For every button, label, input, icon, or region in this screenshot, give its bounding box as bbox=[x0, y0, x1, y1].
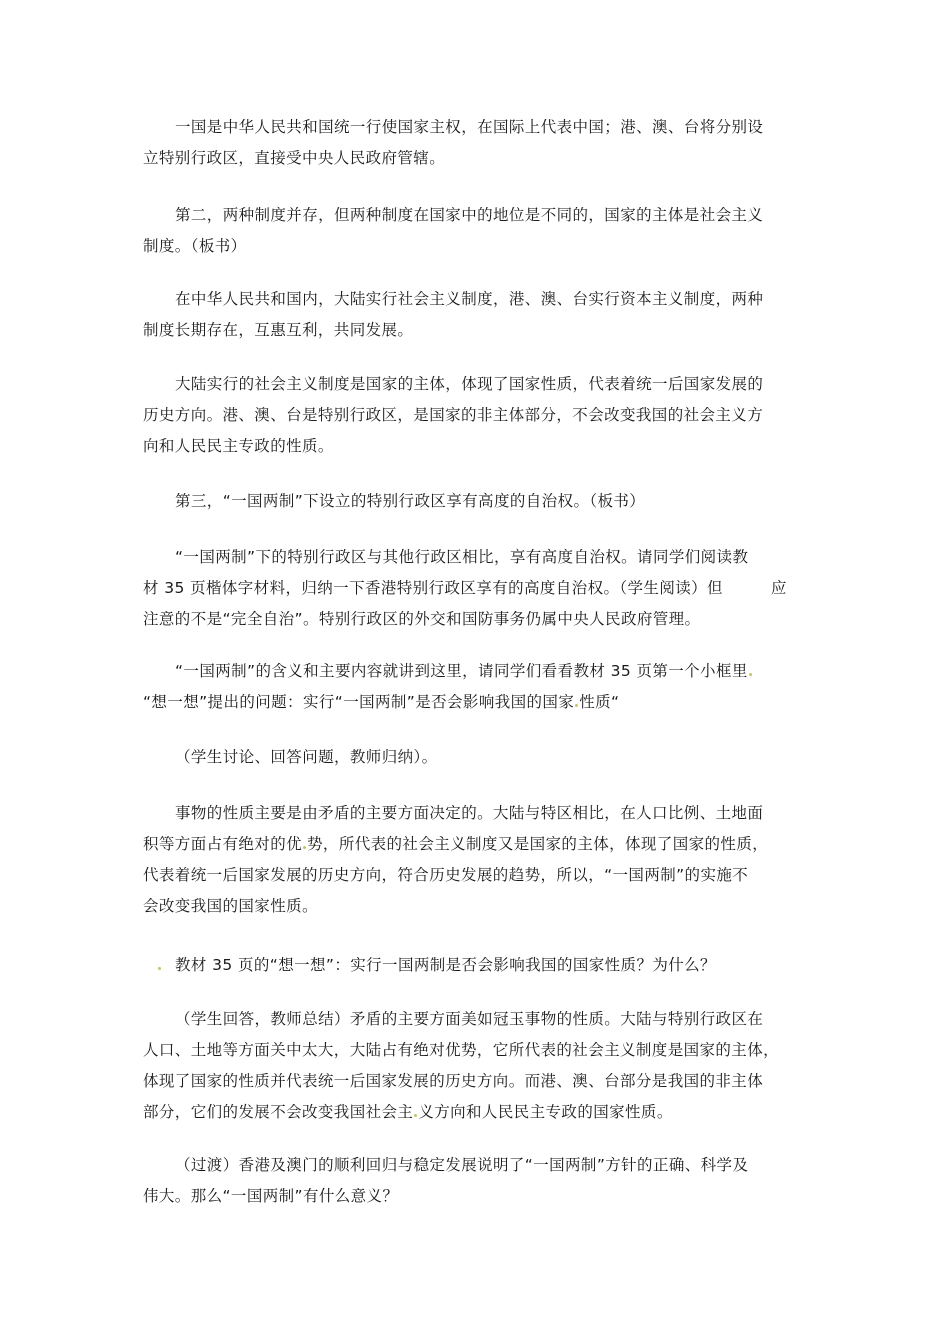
text-line: 人口、土地等方面关中太大，大陆占有绝对优势，它所代表的社会主义制度是国家的主体， bbox=[143, 1041, 780, 1059]
text-line: 会改变我国的国家性质。 bbox=[143, 897, 318, 915]
marker-dot-icon bbox=[303, 846, 306, 849]
paragraph-high-autonomy bbox=[143, 542, 787, 635]
paragraph-mainland-systems bbox=[143, 284, 763, 346]
text-line bbox=[143, 573, 787, 604]
paragraph-socialist-main-body bbox=[143, 369, 763, 462]
paragraph-think-question bbox=[143, 656, 753, 718]
text-segment: “一国两制”的含义和主要内容就讲到这里，请同学们看看教材 35 页第一个小框里 bbox=[175, 662, 748, 680]
text-line bbox=[143, 950, 716, 981]
text-line bbox=[143, 1097, 779, 1128]
text-segment: 义方向和人民民主专政的国家性质。 bbox=[418, 1103, 673, 1121]
text-line: 一国是中华人民共和国统一行使国家主权，在国际上代表中国；港、澳、台将分别设 bbox=[175, 118, 764, 136]
text-line: 体现了国家的性质并代表统一后国家发展的历史方向。而港、澳、台部分是我国的非主体 bbox=[143, 1072, 764, 1090]
text-line: 伟大。那么“一国两制”有什么意义？ bbox=[143, 1187, 399, 1205]
text-segment: 应 bbox=[770, 579, 787, 597]
text-line: 在中华人民共和国内，大陆实行社会主义制度，港、澳、台实行资本主义制度，两种 bbox=[175, 290, 764, 308]
text-segment: “想一想”提出的问题：实行“一国两制”是否会影响我国的国家 bbox=[143, 693, 575, 711]
text-line: （学生讨论、回答问题，教师归纳）。 bbox=[175, 748, 438, 766]
marker-dot-icon bbox=[158, 967, 161, 970]
text-line: 立特别行政区，直接受中央人民政府管辖。 bbox=[143, 149, 446, 167]
text-line: 制度。（板书） bbox=[143, 237, 247, 255]
marker-dot-icon bbox=[414, 1114, 417, 1117]
marker-dot-icon bbox=[749, 673, 752, 676]
paragraph-textbook-question bbox=[143, 950, 716, 981]
text-line: 代表着统一后国家发展的历史方向，符合历史发展的趋势，所以，“一国两制”的实施不 bbox=[143, 866, 749, 884]
paragraph-one-country bbox=[143, 112, 763, 174]
text-segment: 势，所代表的社会主义制度又是国家的主体，体现了国家的性质， bbox=[307, 835, 769, 853]
paragraph-nature-of-things bbox=[143, 798, 768, 922]
paragraph-transition bbox=[143, 1150, 748, 1212]
text-line: 第二，两种制度并存，但两种制度在国家中的地位是不同的，国家的主体是社会主义 bbox=[175, 206, 764, 224]
paragraph-teacher-summary bbox=[143, 1004, 779, 1128]
text-line bbox=[143, 656, 753, 687]
text-line bbox=[143, 829, 768, 860]
marker-dot-icon bbox=[575, 704, 578, 707]
text-segment: 积等方面占有绝对的优 bbox=[143, 835, 303, 853]
text-segment: 材 35 页楷体字材料，归纳一下香港特别行政区享有的高度自治权。（学生阅读）但 bbox=[143, 579, 723, 597]
text-line: 第三，“一国两制”下设立的特别行政区享有高度的自治权。（板书） bbox=[175, 492, 646, 510]
text-line: 制度长期存在，互惠互利，共同发展。 bbox=[143, 321, 414, 339]
text-segment: 性质“ bbox=[579, 693, 620, 711]
text-line bbox=[143, 687, 753, 718]
text-line: 注意的不是“完全自治”。特别行政区的外交和国防事务仍属中央人民政府管理。 bbox=[143, 610, 701, 628]
text-segment: 教材 35 页的“想一想”：实行一国两制是否会影响我国的国家性质？为什么？ bbox=[175, 956, 716, 974]
text-line: （学生回答，教师总结）矛盾的主要方面美如冠玉事物的性质。大陆与特别行政区在 bbox=[175, 1010, 764, 1028]
text-line: 向和人民民主专政的性质。 bbox=[143, 437, 334, 455]
text-line: “一国两制”下的特别行政区与其他行政区相比，享有高度自治权。请同学们阅读教 bbox=[175, 548, 749, 566]
text-line: 大陆实行的社会主义制度是国家的主体，体现了国家性质，代表着统一后国家发展的 bbox=[175, 375, 764, 393]
paragraph-third-autonomy bbox=[143, 486, 645, 517]
text-line: （过渡）香港及澳门的顺利回归与稳定发展说明了“一国两制”方针的正确、科学及 bbox=[175, 1156, 749, 1174]
paragraph-two-systems bbox=[143, 200, 763, 262]
text-line: 事物的性质主要是由矛盾的主要方面决定的。大陆与特区相比，在人口比例、土地面 bbox=[175, 804, 764, 822]
text-line: 历史方向。港、澳、台是特别行政区，是国家的非主体部分，不会改变我国的社会主义方 bbox=[143, 406, 764, 424]
paragraph-student-discussion bbox=[143, 742, 438, 773]
text-segment: 部分，它们的发展不会改变我国社会主 bbox=[143, 1103, 414, 1121]
